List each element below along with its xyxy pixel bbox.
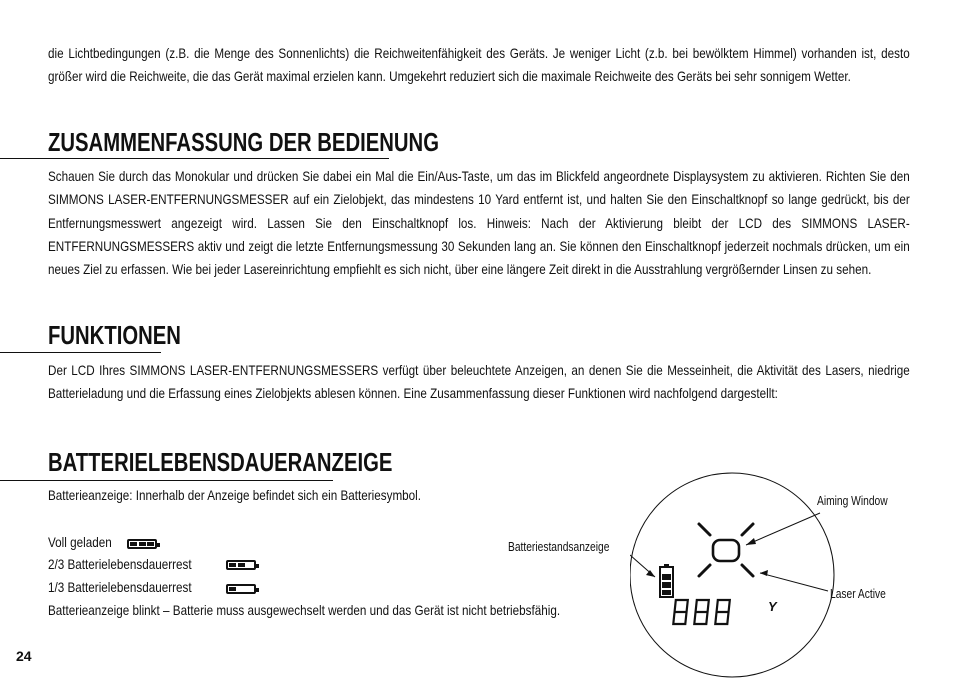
heading-rule-2: [0, 352, 161, 353]
battery-full-label: Voll geladen: [48, 535, 112, 550]
battery-one-third-icon: [226, 584, 256, 594]
page-number: 24: [16, 648, 32, 664]
aiming-window-icon: [713, 540, 739, 561]
aiming-window-label: Aiming Window: [817, 494, 888, 508]
battery-level-icon: [660, 564, 673, 597]
battery-blink-text: Batterieanzeige blinkt – Batterie muss ausgewechselt werden und das Gerät ist nicht betriebsfähig.: [48, 603, 561, 618]
heading-operation-summary: ZUSAMMENFASSUNG DER BEDIENUNG: [48, 127, 439, 157]
battery-full-icon: [127, 539, 157, 549]
heading-functions: FUNKTIONEN: [48, 320, 181, 350]
heading-rule-1: [0, 158, 389, 159]
battery-two-thirds-label: 2/3 Batterielebensdauerrest: [48, 557, 192, 572]
operation-summary-paragraph: Schauen Sie durch das Monokular und drücken Sie dabei ein Mal die Ein/Aus-Taste, um das im Blickfeld angeordnete Displaysystem zu aktivieren. Richten Sie den SIMMONS LASER-ENTFERNUNGSMESSER auf ein Zielobjekt, das mindestens 10 Yard entfernt ist, und halten Sie den Einschaltknopf so lange gedrückt, bis der Entfernungsmesswert angezeigt wird. Lassen Sie den Einschaltknopf los. Hinweis: Nach der Aktivierung bleibt der LCD des SIMMONS LASER-ENTFERNUNGSMESSERS aktiv und zeigt die letzte Entfernungsmessung 30 Sekunden lang an. Sie können den Einschaltknopf jederzeit nochmals drücken, um ein neues Ziel zu erfassen. Wie bei jeder Lasereinrichtung empfiehlt es sich nicht, über eine längere Zeit direkt in die Ausstrahlung vergrößernder Linsen zu sehen.: [48, 169, 910, 278]
intro-paragraph: die Lichtbedingungen (z.B. die Menge des Sonnenlichts) die Reichweitenfähigkeit des Geräts. Je weniger Licht (z.b. bei bewölktem Himmel) vorhanden ist, desto größer wird die Reichweite, die das Gerät maximal erzielen kann. Umgekehrt reduziert sich die maximale Reichweite des Geräts bei sehr sonnigem Wetter.: [48, 46, 910, 85]
laser-active-icon: [699, 524, 753, 576]
laser-active-label: Laser Active: [830, 587, 886, 601]
functions-paragraph: Der LCD Ihres SIMMONS LASER-ENTFERNUNGSMESSERS verfügt über beleuchtete Anzeigen, an denen Sie die Messeinheit, die Aktivität des Lasers, niedrige Batterieladung und die Erfassung eines Zielobjekts ablesen können. Eine Zusammenfassung dieser Funktionen wird nachfolgend dargestellt:: [48, 363, 910, 402]
battery-two-thirds-icon: [226, 560, 256, 570]
unit-y-text: Y: [768, 599, 777, 614]
battery-level-label: Batteriestandsanzeige: [508, 540, 610, 554]
heading-rule-3: [0, 480, 333, 481]
distance-digits: [673, 600, 730, 624]
display-diagram: [630, 465, 954, 693]
battery-one-third-label: 1/3 Batterielebensdauerrest: [48, 580, 192, 595]
battery-intro-text: Batterieanzeige: Innerhalb der Anzeige befindet sich ein Batteriesymbol.: [48, 488, 422, 503]
heading-battery-life: BATTERIELEBENSDAUERANZEIGE: [48, 447, 393, 477]
